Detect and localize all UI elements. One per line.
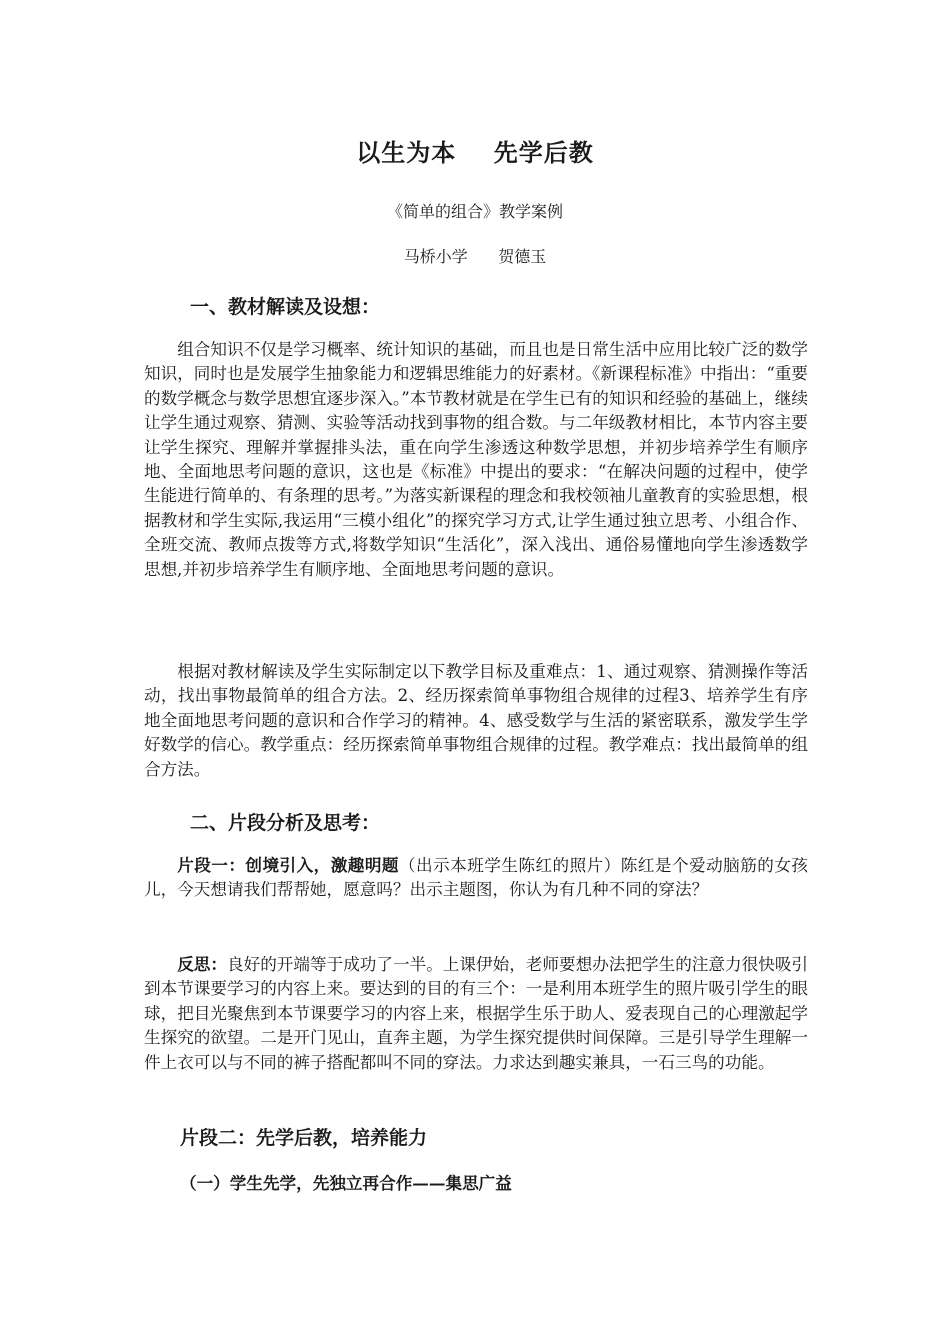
section1-paragraph-2: 根据对教材解读及学生实际制定以下教学目标及重难点：1、通过观察、猜测操作等活动，找出事物最简单的组合方法。2、经历探索简单事物组合规律的过程3、培养学生有序地全面地思考问题的意识和合作学习的精神。4、感受数学与生活的紧密联系，激发学生学好数学的信心。教学重点：经历探索简单事物组合规律的过程。教学难点：找出最简单的组合方法。 bbox=[144, 662, 808, 779]
fragment1-text: （出示本班学生陈红的照片）陈红是个爱动脑筋的女孩儿，今天想请我们帮帮她，愿意吗？出示主题图，你认为有几种不同的穿法？ bbox=[144, 856, 809, 900]
document-author: 马桥小学 贺德玉 bbox=[403, 247, 547, 266]
fragment1-label: 片段一：创境引入，激趣明题 bbox=[177, 855, 399, 875]
reflection-text: 良好的开端等于成功了一半。上课伊始，老师要想办法把学生的注意力很快吸引到本节课要学习的内容上来。要达到的目的有三个：一是利用本班学生的照片吸引学生的眼球，把目光聚焦到本节课要学习的内容上来，根据学生乐于助人、爱表现自己的心理激起学生探究的欲望。二是开门见山，直奔主题，为学生探究提供时间保障。三是引导学生理解一件上衣可以与不同的裤子搭配都叫不同的穿法。力求达到趣实兼具，一石三鸟的功能。 bbox=[144, 955, 809, 1072]
fragment2-heading: 片段二：先学后教，培养能力 bbox=[180, 1127, 428, 1149]
section1-paragraph-1: 组合知识不仅是学习概率、统计知识的基础，而且也是日常生活中应用比较广泛的数学知识，同时也是发展学生抽象能力和逻辑思维能力的好素材。《新课程标准》中指出：“重要的数学概念与数学思想宜逐步深入。”本节教材就是在学生已有的知识和经验的基础上，继续让学生通过观察、猜测、实验等活动找到事物的组合数。与二年级教材相比，本节内容主要让学生探究、理解并掌握排头法，重在向学生渗透这种数学思想，并初步培养学生有顺序地、全面地思考问题的意识，这也是《标准》中提出的要求：“在解决问题的过程中，使学生能进行简单的、有条理的思考。”为落实新课程的理念和我校领袖儿童教育的实验思想，根据教材和学生实际,我运用“三模小组化”的探究学习方式,让学生通过独立思考、小组合作、全班交流、教师点拨等方式,将数学知识“生活化”，深入浅出、通俗易懂地向学生渗透数学思想,并初步培养学生有顺序地、全面地思考问题的意识。 bbox=[144, 340, 808, 579]
section2-heading: 二、片段分析及思考： bbox=[190, 812, 381, 834]
fragment1-paragraph bbox=[144, 853, 808, 903]
document-subtitle: 《简单的组合》教学案例 bbox=[386, 202, 563, 221]
reflection-paragraph bbox=[144, 952, 808, 1075]
sub-section-heading: （一）学生先学，先独立再合作——集思广益 bbox=[180, 1173, 512, 1193]
section1-heading: 一、教材解读及设想： bbox=[190, 296, 381, 318]
document-title: 以生为本 先学后教 bbox=[356, 138, 594, 167]
reflection-label: 反思： bbox=[177, 954, 227, 974]
